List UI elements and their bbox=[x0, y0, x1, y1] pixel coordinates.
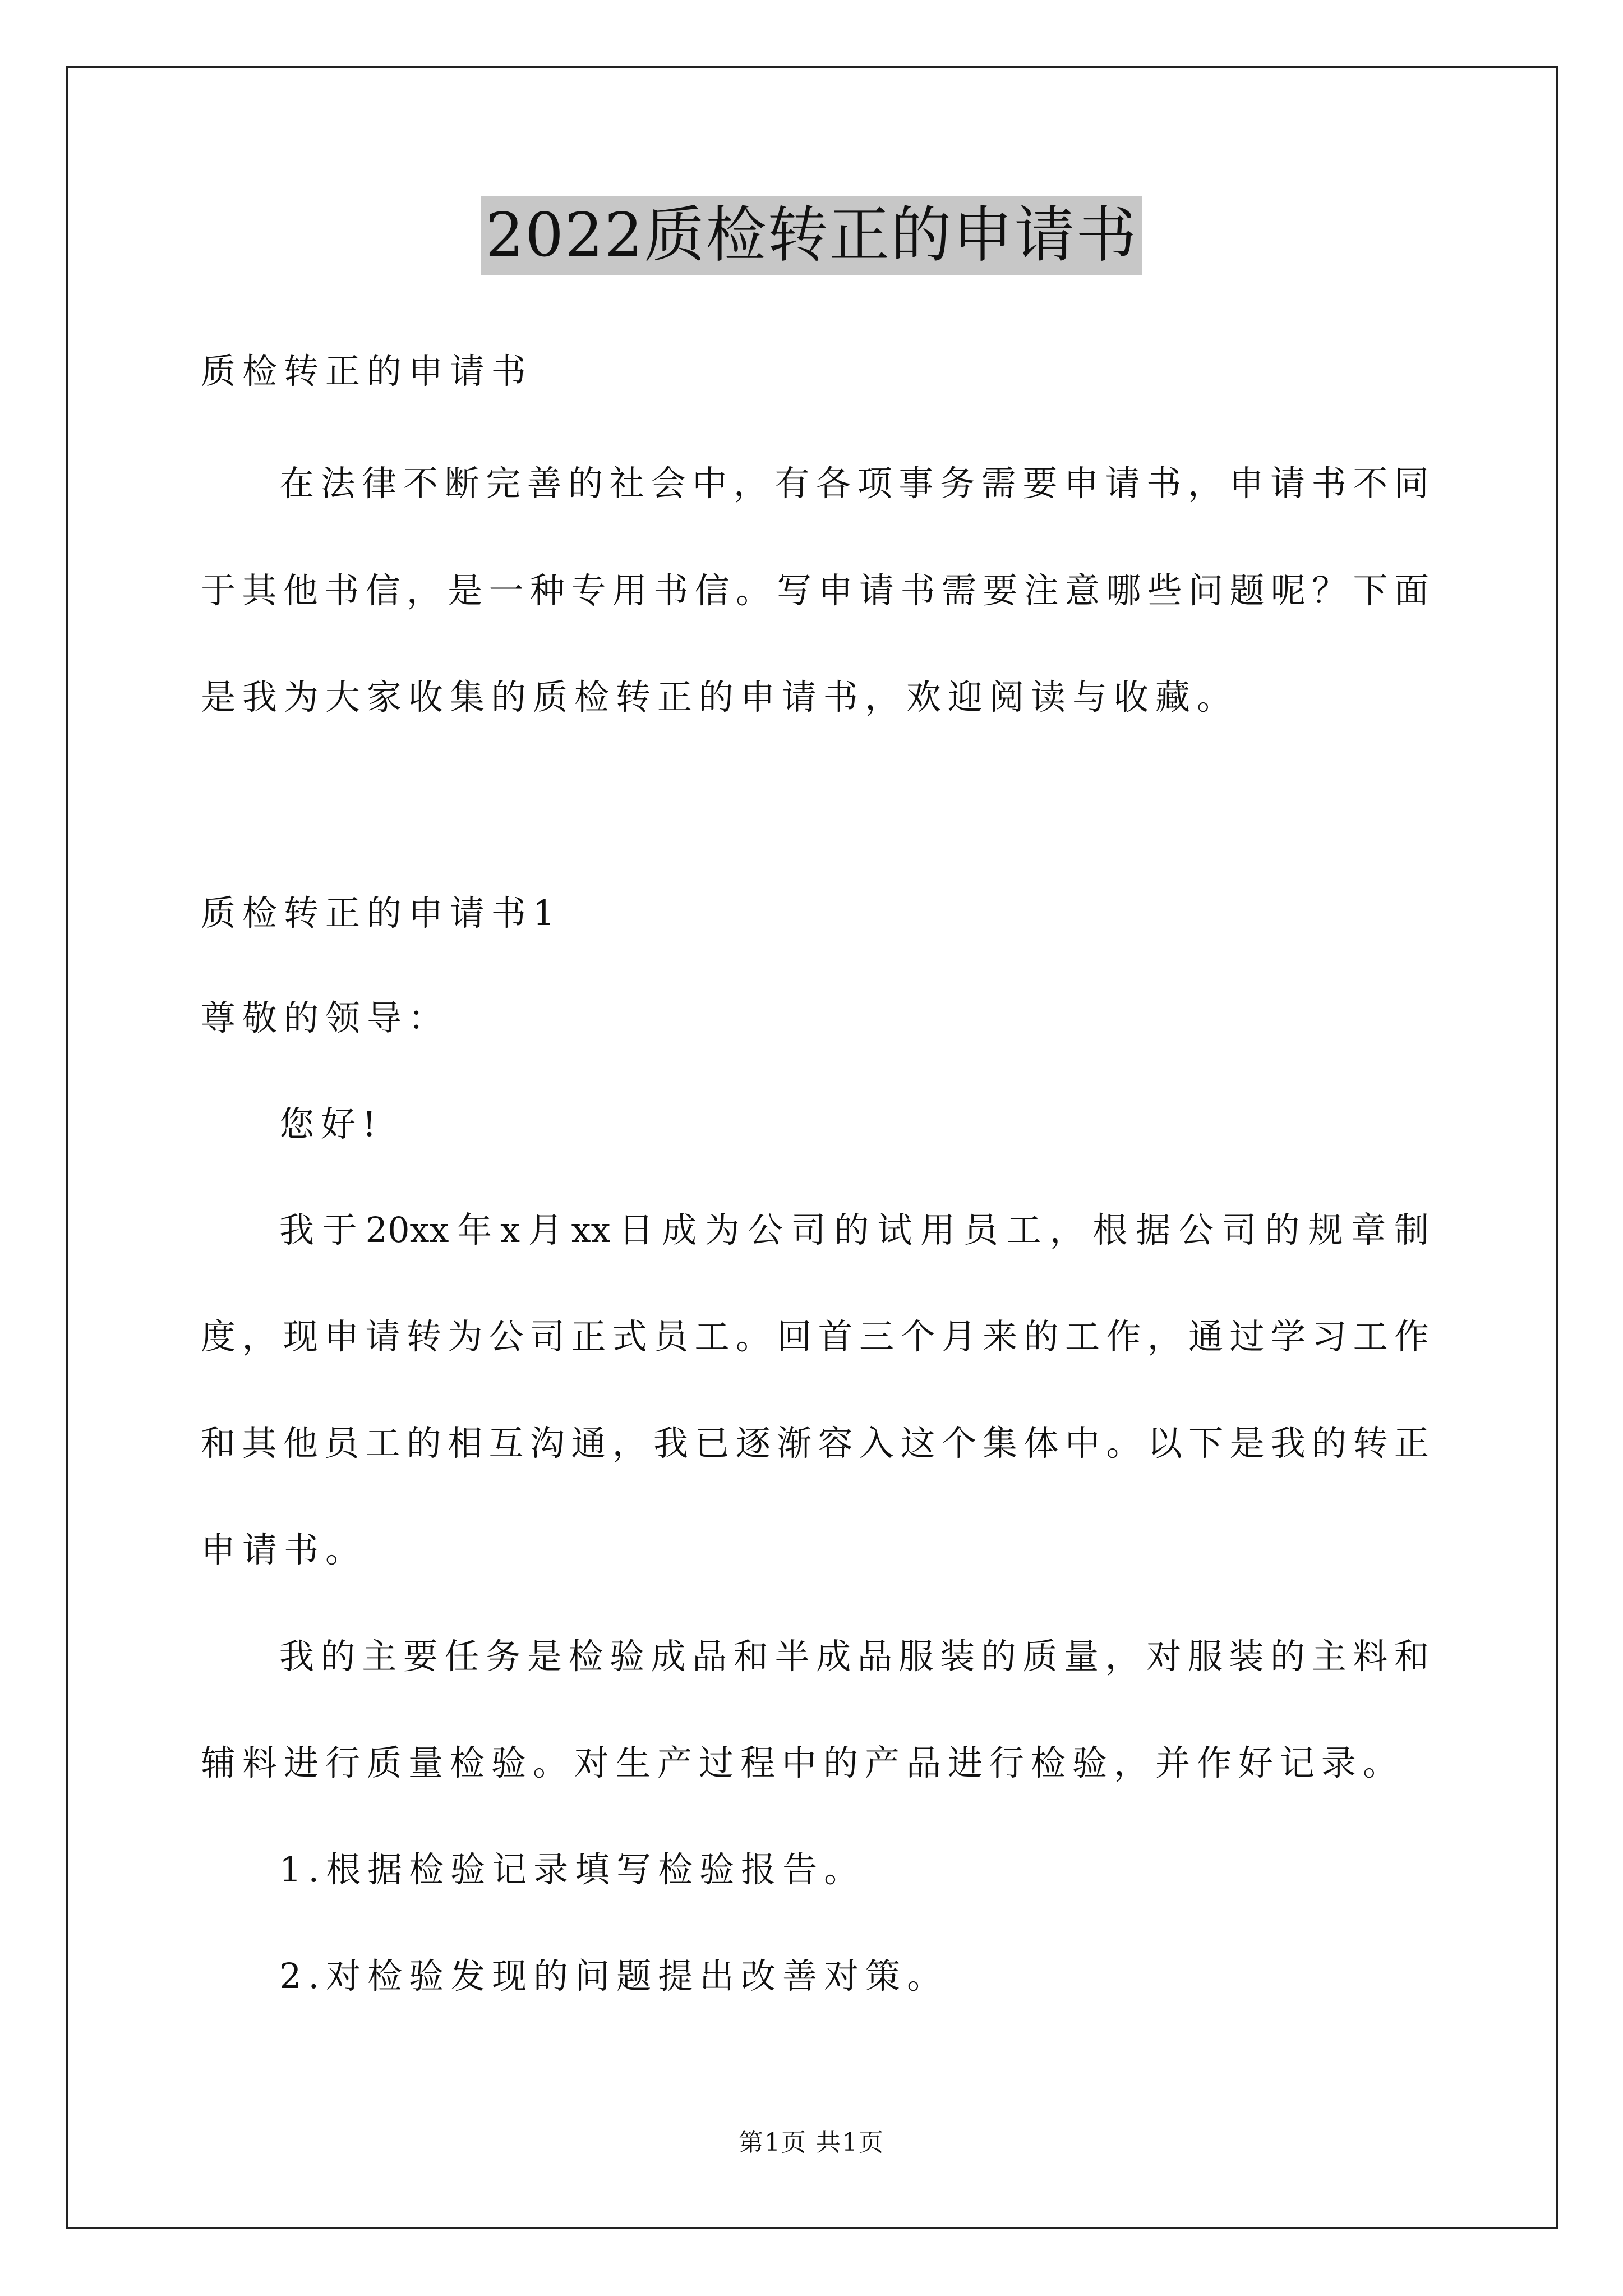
para1-line-3: 和其他员工的相互沟通，我已逐渐容入这个集体中。以下是我的转正 bbox=[201, 1423, 1429, 1464]
para1-line-4: 申请书。 bbox=[201, 1529, 367, 1570]
document-title: 2022质检转正的申请书 bbox=[481, 196, 1142, 275]
para1-line-1: 我于20xx年x月xx日成为公司的试用员工，根据公司的规章制 bbox=[279, 1209, 1429, 1250]
salutation: 尊敬的领导： bbox=[201, 997, 450, 1038]
intro-line-1: 在法律不断完善的社会中，有各项事务需要申请书，申请书不同 bbox=[279, 463, 1429, 504]
para2-line-1: 我的主要任务是检验成品和半成品服装的质量，对服装的主料和 bbox=[279, 1636, 1429, 1677]
section-heading: 质检转正的申请书1 bbox=[201, 892, 562, 933]
list-item-2: 2.对检验发现的问题提出改善对策。 bbox=[279, 1955, 949, 1996]
para1-line-2: 度，现申请转为公司正式员工。回首三个月来的工作，通过学习工作 bbox=[201, 1316, 1429, 1357]
intro-line-3: 是我为大家收集的质检转正的申请书，欢迎阅读与收藏。 bbox=[201, 677, 1239, 717]
intro-line-2: 于其他书信，是一种专用书信。写申请书需要注意哪些问题呢？下面 bbox=[201, 570, 1429, 611]
greeting: 您好! bbox=[279, 1103, 383, 1144]
page-footer: 第1页 共1页 bbox=[739, 2128, 884, 2157]
list-item-1: 1.根据检验记录填写检验报告。 bbox=[279, 1849, 866, 1890]
para2-line-2: 辅料进行质量检验。对生产过程中的产品进行检验，并作好记录。 bbox=[201, 1742, 1405, 1783]
title-container bbox=[0, 196, 1623, 275]
subtitle-line: 质检转正的申请书 bbox=[201, 351, 533, 392]
